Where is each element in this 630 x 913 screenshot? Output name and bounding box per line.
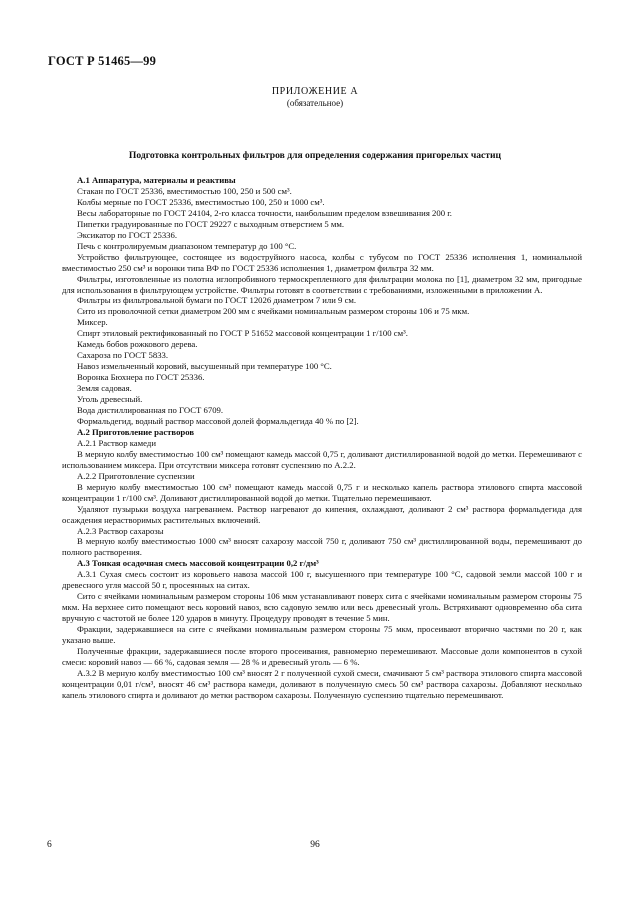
paragraph: В мерную колбу вместимостью 100 см³ помещают камедь массой 0,75 г и несколько капель раствора этилового спирта массовой концентрации 1 г/100 см³. Доливают дистиллированной водой до метки. Тщательно перемешивают. bbox=[62, 481, 582, 503]
paragraph: А.3.2 В мерную колбу вместимостью 100 см³ вносят 2 г полученной сухой смеси, смачивают 5 см³ раствора этилового спирта массовой концентрации 0,01 г/см³, вносят 46 см³ раствора камеди, доливают в полученную смесь 50 см³ раствора сахарозы. Добавляют несколько капель этилового спирта и доливают до метки раствором сахарозы. Полученную суспензию тщательно перемешивают. bbox=[62, 667, 582, 700]
paragraph: Навоз измельченный коровий, высушенный при температуре 100 °С. bbox=[77, 361, 332, 372]
paragraph: Фракции, задержавшиеся на сите с ячейками номинальным размером стороны 75 мкм, просеивают вторично частями по 20 г, как указано выше. bbox=[62, 624, 582, 646]
paragraph: Фильтры, изготовленные из полотна иглопробивного термоскрепленного для фильтрации молока по [1], диаметром 32 мм, пригодные для использования в фильтрующем устройстве. Фильтры готовят в соответствии с требованиями, изложенными в приложении А. bbox=[62, 273, 582, 295]
standard-header: ГОСТ Р 51465—99 bbox=[48, 54, 157, 68]
paragraph: Весы лабораторные по ГОСТ 24104, 2-го класса точности, наибольшим пределом взвешивания 200 г. bbox=[77, 207, 452, 218]
paragraph: В мерную колбу вместимостью 100 см³ помещают камедь массой 0,75 г, доливают дистиллированной водой до метки. Перемешивают с использованием миксера. При отсутствии миксера готовят суспензию по А.2.2. bbox=[62, 448, 582, 470]
paragraph: В мерную колбу вместимостью 1000 см³ вносят сахарозу массой 750 г, доливают 750 см³ дистиллированной воды, перемешивают до полного растворения. bbox=[62, 536, 582, 558]
paragraph: А.2.1 Раствор камеди bbox=[77, 437, 156, 448]
paragraph: Формальдегид, водный раствор массовой долей формальдегида 40 % по [2]. bbox=[77, 415, 359, 426]
paragraph: Полученные фракции, задержавшиеся после второго просеивания, равномерно перемешивают. Массовые доли компонентов в сухой смеси: коровий навоз — 66 %, садовая земля — 28 % и древесный уголь — 6 %. bbox=[62, 645, 582, 667]
paragraph: Эксикатор по ГОСТ 25336. bbox=[77, 229, 178, 240]
paragraph: Удаляют пузырьки воздуха нагреванием. Раствор нагревают до кипения, охлаждают, доливают 2 см³ раствора формальдегида для осаждения нерастворимых растительных включений. bbox=[62, 503, 582, 525]
paragraph: Миксер. bbox=[77, 317, 108, 328]
paragraph: А.2.3 Раствор сахарозы bbox=[77, 525, 164, 536]
paragraph: Сахароза по ГОСТ 5833. bbox=[77, 350, 169, 361]
section-heading: А.3 Тонкая осадочная смесь массовой концентрации 0,2 г/дм³ bbox=[77, 558, 319, 569]
paragraph: Воронка Бюхнера по ГОСТ 25336. bbox=[77, 372, 205, 383]
document-title: Подготовка контрольных фильтров для определения содержания пригорелых частиц bbox=[128, 150, 502, 161]
paragraph: Фильтры из фильтровальной бумаги по ГОСТ 12026 диаметром 7 или 9 см. bbox=[77, 295, 357, 306]
paragraph: Устройство фильтрующее, состоящее из водоструйного насоса, колбы с тубусом по ГОСТ 25336 исполнения 1, номинальной вместимостью 250 см³ и воронки типа ВФ по ГОСТ 25336 исполнения 1, диаметром фильтра 32 мм. bbox=[62, 251, 582, 273]
paragraph: Колбы мерные по ГОСТ 25336, вместимостью 100, 250 и 1000 см³. bbox=[77, 196, 325, 207]
appendix-subtitle: (обязательное) bbox=[286, 98, 344, 108]
paragraph: Вода дистиллированная по ГОСТ 6709. bbox=[77, 405, 224, 416]
section-heading: А.1 Аппаратура, материалы и реактивы bbox=[77, 175, 236, 185]
paragraph: Печь с контролируемым диапазоном температур до 100 °С. bbox=[77, 240, 297, 251]
appendix-title: ПРИЛОЖЕНИЕ А bbox=[271, 86, 359, 97]
paragraph: Уголь древесный. bbox=[77, 394, 143, 405]
page-number-left: 6 bbox=[47, 840, 52, 850]
paragraph: Сито из проволочной сетки диаметром 200 мм с ячейками номинальным размером стороны 106 и 75 мкм. bbox=[77, 306, 470, 317]
paragraph: Сито с ячейками номинальным размером стороны 106 мкм устанавливают поверх сита с ячейками номинальным размером стороны 75 мкм. На верхнее сито помещают весь коровий навоз, всю садовую землю или весь древесный уголь. Встряхивают одновременно оба сита вручную с частотой не более 120 ударов в минуту. Процедуру проводят в течение 5 мин. bbox=[62, 591, 582, 624]
paragraph: Камедь бобов рожкового дерева. bbox=[77, 339, 198, 350]
paragraph: А.2.2 Приготовление суспензии bbox=[77, 470, 195, 481]
document-body bbox=[62, 175, 582, 701]
paragraph: Спирт этиловый ректификованный по ГОСТ Р 51652 массовой концентрации 1 г/100 см³. bbox=[77, 328, 408, 339]
paragraph: Стакан по ГОСТ 25336, вместимостью 100, 250 и 500 см³. bbox=[77, 185, 292, 196]
paragraph: А.3.1 Сухая смесь состоит из коровьего навоза массой 100 г, высушенного при температуре 100 °С, садовой земли массой 100 г и древесного угля массой 50 г, просеянных на ситах. bbox=[62, 569, 582, 591]
section-heading: А.2 Приготовление растворов bbox=[77, 426, 195, 437]
paragraph: Пипетки градуированные по ГОСТ 29227 с выходным отверстием 5 мм. bbox=[77, 218, 345, 229]
paragraph: Земля садовая. bbox=[77, 383, 132, 394]
page-number-center: 96 bbox=[310, 840, 320, 850]
